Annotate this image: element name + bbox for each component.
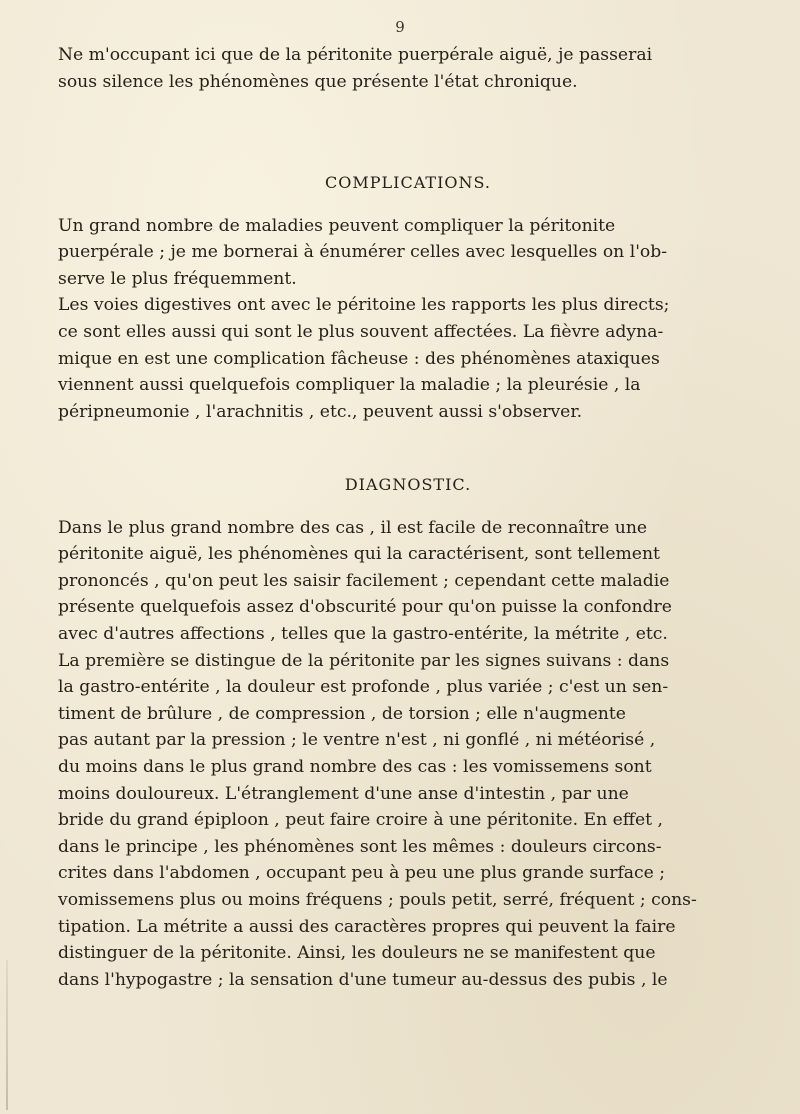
text-line: bride du grand épiploon , peut faire croire à une péritonite. En effet ,	[58, 810, 663, 831]
text-line: avec d'autres affections , telles que la gastro-entérite, la métrite , etc.	[58, 623, 668, 644]
text-line: Les voies digestives ont avec le péritoine les rapports les plus directs;	[58, 295, 670, 316]
text-line: moins douloureux. L'étranglement d'une anse d'intestin , par une	[58, 783, 629, 804]
text-line: Dans le plus grand nombre des cas , il est facile de reconnaître une	[58, 517, 648, 538]
diagnostic-paragraph	[58, 515, 758, 994]
page-edge-shadow	[6, 960, 8, 1110]
page-number: 9	[395, 18, 405, 36]
text-line: viennent aussi quelquefois compliquer la maladie ; la pleurésie , la	[58, 375, 641, 396]
text-line: La première se distingue de la péritonite par les signes suivans : dans	[58, 650, 670, 671]
text-line: dans le principe , les phénomènes sont les mêmes : douleurs circons-	[58, 836, 662, 857]
complications-paragraph-2	[58, 292, 758, 425]
text-line: Ne m'occupant ici que de la péritonite puerpérale aiguë, je passerai	[58, 45, 653, 65]
text-line: la gastro-entérite , la douleur est profonde , plus variée ; c'est un sen-	[58, 677, 669, 698]
text-line: tipation. La métrite a aussi des caractères propres qui peuvent la faire	[58, 916, 676, 937]
text-line: présente quelquefois assez d'obscurité pour qu'on puisse la confondre	[58, 597, 672, 618]
text-line: pas autant par la pression ; le ventre n'est , ni gonflé , ni météorisé ,	[58, 730, 656, 751]
complications-section	[58, 170, 758, 425]
opening-paragraph	[58, 42, 758, 95]
diagnostic-section	[58, 472, 758, 993]
text-line: serve le plus fréquemment.	[58, 268, 297, 289]
complications-paragraph-1	[58, 213, 758, 293]
text-line: timent de brûlure , de compression , de torsion ; elle n'augmente	[58, 703, 626, 724]
text-line: distinguer de la péritonite. Ainsi, les douleurs ne se manifestent que	[58, 943, 656, 964]
text-line: crites dans l'abdomen , occupant peu à peu une plus grande surface ;	[58, 863, 666, 884]
text-line: puerpérale ; je me bornerai à énumérer celles avec lesquelles on l'ob-	[58, 242, 668, 263]
text-line: dans l'hypogastre ; la sensation d'une tumeur au-dessus des pubis , le	[58, 969, 668, 990]
text-line: mique en est une complication fâcheuse : des phénomènes ataxiques	[58, 348, 660, 369]
text-line: du moins dans le plus grand nombre des cas : les vomissemens sont	[58, 756, 652, 777]
text-line: vomissemens plus ou moins fréquens ; pouls petit, serré, fréquent ; cons-	[58, 889, 697, 910]
text-line: Un grand nombre de maladies peuvent compliquer la péritonite	[58, 215, 616, 236]
complications-heading: COMPLICATIONS.	[325, 173, 491, 192]
text-line: sous silence les phénomènes que présente l'état chronique.	[58, 71, 578, 92]
text-line: prononcés , qu'on peut les saisir facilement ; cependant cette maladie	[58, 570, 670, 591]
text-line: péritonite aiguë, les phénomènes qui la caractérisent, sont tellement	[58, 544, 660, 565]
text-line: ce sont elles aussi qui sont le plus souvent affectées. La fièvre adyna-	[58, 321, 664, 342]
text-line: péripneumonie , l'arachnitis , etc., peuvent aussi s'observer.	[58, 401, 583, 422]
opening-text	[58, 42, 758, 95]
diagnostic-heading: DIAGNOSTIC.	[344, 475, 472, 494]
